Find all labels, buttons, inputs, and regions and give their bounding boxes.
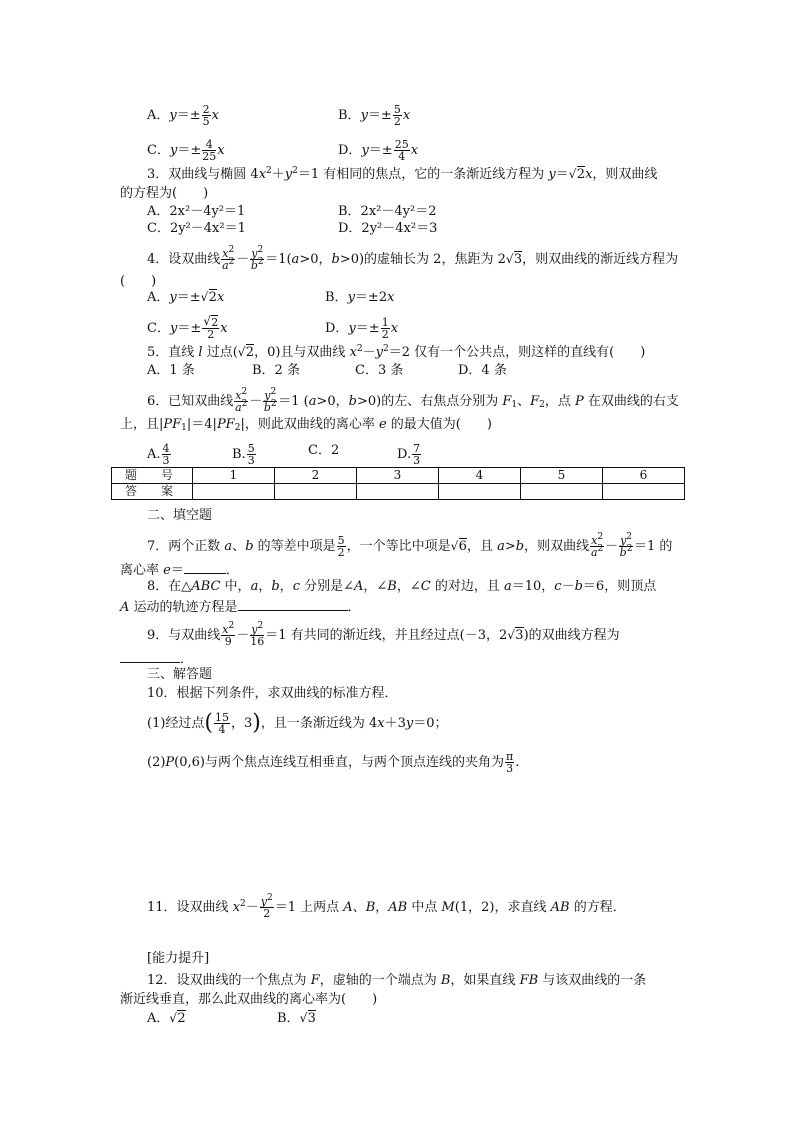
answer-table-row1-label: 题 号 xyxy=(112,468,193,484)
q8-answer-blank[interactable] xyxy=(238,598,348,611)
answer-cell[interactable] xyxy=(439,484,521,500)
answer-table-col: 5 xyxy=(521,468,603,484)
q6-option-d: D. $\frac{7}{3}$ xyxy=(397,442,421,467)
q12-option-a: A．√ 2 xyxy=(147,1011,186,1027)
answer-cell[interactable] xyxy=(521,484,603,500)
answer-cell[interactable] xyxy=(193,484,275,500)
q3-stem-line1: 3．双曲线与椭圆 $4x^2+y^2=1$ 有相同的焦点，它的一条渐近线方程为 y＝√ 2x，则双曲线 xyxy=(147,167,657,183)
q5-stem: 5．直线 l 过点(√ 2，0)且与双曲线 $x^2-y^2=2$ 仅有一个公共点，则这样的直线有( ) xyxy=(147,345,645,361)
q10-part2: (2)P(0,6)与两个焦点连线互相垂直，与两个顶点连线的夹角为 $\frac{\pi}{3}$ . xyxy=(147,750,520,775)
q3-option-a: A．2x²－4y²＝1 xyxy=(147,204,246,219)
q12-option-b: B．√ 3 xyxy=(277,1011,316,1027)
answer-table xyxy=(111,467,685,500)
q5-option-c: C．3 条 xyxy=(355,363,404,378)
q4-option-b: B．y＝±2x xyxy=(325,290,395,305)
q6-option-c: C．2 xyxy=(308,443,340,458)
q5-option-b: B．2 条 xyxy=(252,363,300,378)
q7-stem-line1: 7．两个正数 a、b 的等差中项是 $\frac{5}{2}$ ，一个等比中项是√ 6，且 a>b，则双曲线 $\frac{x^2}{a^2}$ － $\frac{y^2}{b^2}$ ＝1 的 xyxy=(147,535,672,558)
q12-stem-line1: 12．设双曲线的一个焦点为 F，虚轴的一个端点为 B，如果直线 FB 与该双曲线的一条 xyxy=(147,973,647,988)
answer-table-col: 6 xyxy=(603,468,685,484)
q11-stem: 11．设双曲线 $x^2-$ $\frac{y^2}{2}$ ＝1 上两点 A、B，AB 中点 M(1，2)，求直线 AB 的方程． xyxy=(147,893,626,920)
q9-stem-line2: ． xyxy=(120,650,193,668)
q6-stem-line1: 6．已知双曲线 $\frac{x^2}{a^2}$ － $\frac{y^2}{b^2}$ ＝1 (a>0，b>0)的左、右焦点分别为 $F_1$、$F_2$，点 P 在双曲线的右支 xyxy=(147,387,679,414)
q5-option-d: D．4 条 xyxy=(458,363,507,378)
q6-option-a: A. $\frac{4}{3}$ xyxy=(147,442,170,467)
q6-stem-line2: 上，且$|PF_1|=4|PF_2|$，则此双曲线的离心率 e 的最大值为( ) xyxy=(120,417,492,433)
q3-option-c: C．2y²－4x²＝1 xyxy=(147,221,246,236)
q12-stem-line2: 渐近线垂直，那么此双曲线的离心率为( ) xyxy=(120,992,378,1007)
answer-cell[interactable] xyxy=(275,484,357,500)
section-solve-heading: 三、解答题 xyxy=(147,667,213,682)
q4-stem-line2: ( ) xyxy=(120,274,157,289)
answer-table-answer-row xyxy=(112,484,685,500)
answer-cell[interactable] xyxy=(603,484,685,500)
q7-stem-line2: 离心率 e＝ ． xyxy=(120,563,239,578)
q4-option-a: A．y＝±√ 2x xyxy=(147,290,224,306)
q4-option-d: D．y＝± $\frac{1}{2}$ x xyxy=(325,316,399,341)
q8-stem-line2: A 运动的轨迹方程是 ． xyxy=(120,600,361,615)
q10-part1: (1)经过点( $\frac{15}{4}$ ，3)，且一条渐近线为 4x＋3y＝0； xyxy=(147,710,448,736)
q3-stem-line2: 的方程为( ) xyxy=(120,186,209,201)
q5-option-a: A．1 条 xyxy=(147,363,195,378)
q7-answer-blank[interactable] xyxy=(184,561,226,574)
q2-option-c: C．y＝± $\frac{4}{25}$ x xyxy=(147,138,225,163)
q3-option-d: D．2y²－4x²＝3 xyxy=(338,221,438,236)
q4-stem-line1: 4．设双曲线 $\frac{x^2}{a^2}$ － $\frac{y^2}{b^2}$ ＝1(a>0，b>0)的虚轴长为 2，焦距为 2√ 3，则双曲线的渐近线方程为 xyxy=(147,248,678,271)
answer-cell[interactable] xyxy=(357,484,439,500)
answer-table-row2-label: 答 案 xyxy=(112,484,193,500)
q2-option-b: B．y＝± $\frac{5}{2}$ x xyxy=(338,103,411,128)
q4-option-c: C．y＝± √ $\frac{2}{2}$ x xyxy=(147,317,228,340)
q9-stem-line1: 9．与双曲线 $\frac{x^2}{9}$ － $\frac{y^2}{16}$ ＝1 有共同的渐近线，并且经过点(－3，2√ 3)的双曲线方程为 xyxy=(147,624,620,647)
section-fill-in-heading: 二、填空题 xyxy=(147,508,213,523)
q2-option-d: D．y＝± $\frac{25}{4}$ x xyxy=(338,138,419,163)
q2-option-a: A．y＝± $\frac{2}{5}$ x xyxy=(147,103,219,128)
q9-answer-blank[interactable] xyxy=(120,650,180,663)
q3-option-b: B．2x²－4y²＝2 xyxy=(338,204,437,219)
answer-table-col: 1 xyxy=(193,468,275,484)
answer-table-header-row xyxy=(112,468,685,484)
q10-stem: 10．根据下列条件，求双曲线的标准方程． xyxy=(147,686,398,701)
answer-table-col: 2 xyxy=(275,468,357,484)
section-ability-heading: [能力提升] xyxy=(147,951,210,966)
q6-option-b: B. $\frac{5}{3}$ xyxy=(232,442,255,467)
answer-table-col: 3 xyxy=(357,468,439,484)
answer-table-col: 4 xyxy=(439,468,521,484)
q8-stem-line1: 8．在△ABC 中，a，b，c 分别是∠A，∠B，∠C 的对边，且 a＝10，c－b＝6，则顶点 xyxy=(147,579,657,594)
